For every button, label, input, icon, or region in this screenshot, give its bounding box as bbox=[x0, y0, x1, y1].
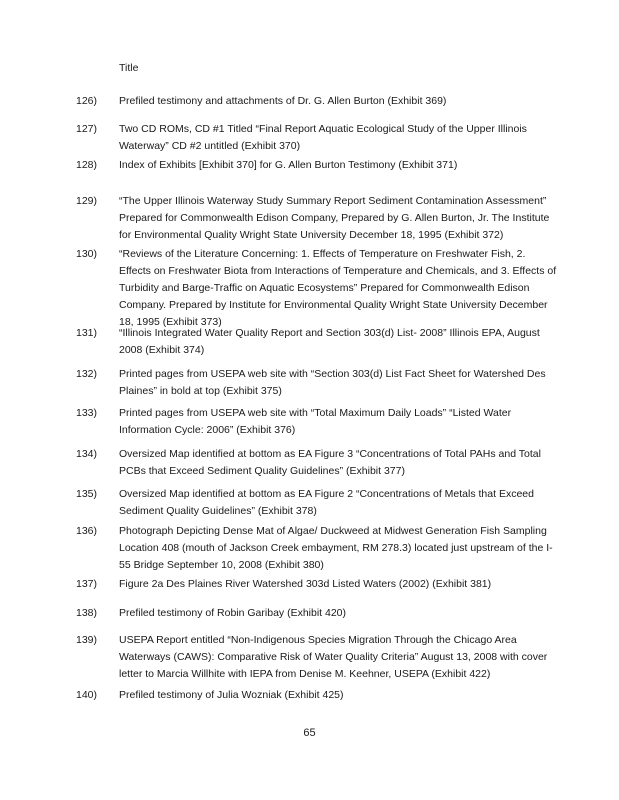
entry-text bbox=[119, 193, 549, 244]
entry-text-line: Oversized Map identified at bottom as EA Figure 2 “Concentrations of Metals that Exceed bbox=[119, 488, 534, 500]
entry-text-line: “Reviews of the Literature Concerning: 1. Effects of Temperature on Freshwater Fish, 2. bbox=[119, 248, 526, 260]
entry-text-line: Printed pages from USEPA web site with “Section 303(d) List Fact Sheet for Watershed Des bbox=[119, 368, 546, 380]
entry-text-line: Figure 2a Des Plaines River Watershed 303d Listed Waters (2002) (Exhibit 381) bbox=[119, 578, 492, 590]
entry-text-line: Index of Exhibits [Exhibit 370] for G. Allen Burton Testimony (Exhibit 371) bbox=[119, 159, 458, 171]
page-number: 65 bbox=[303, 727, 316, 739]
entry-number: 130) bbox=[76, 248, 98, 260]
entry-text bbox=[119, 523, 553, 574]
entry-text-line: Waterways (CAWS): Comparative Risk of Water Quality Criteria” August 13, 2008 with cover bbox=[119, 651, 548, 663]
entry-text bbox=[119, 246, 557, 331]
entry-number: 134) bbox=[76, 448, 98, 460]
entry-text-line: for Environmental Quality Wright State University December 18, 1995 (Exhibit 372) bbox=[119, 229, 504, 241]
entry-text-line: “Illinois Integrated Water Quality Report and Section 303(d) List- 2008” Illinois EPA, August bbox=[119, 327, 540, 339]
entry-number: 126) bbox=[76, 95, 98, 107]
column-heading-title: Title bbox=[119, 62, 139, 74]
entry-text-line: Effects on Freshwater Biota from Interactions of Temperature and Chemicals, and 3. Effects of bbox=[119, 265, 557, 277]
entry-number: 129) bbox=[76, 195, 98, 207]
entry-text-line: Sediment Quality Guidelines” (Exhibit 378) bbox=[119, 505, 317, 517]
entry-text bbox=[119, 486, 549, 520]
entry-text-line: Information Cycle: 2006” (Exhibit 376) bbox=[119, 424, 296, 436]
entry-number: 139) bbox=[76, 634, 98, 646]
entry-text bbox=[119, 605, 549, 622]
entry-text-line: Photograph Depicting Dense Mat of Algae/ Duckweed at Midwest Generation Fish Sampling bbox=[119, 525, 547, 537]
entry-text-line: Two CD ROMs, CD #1 Titled “Final Report Aquatic Ecological Study of the Upper Illinois bbox=[119, 123, 527, 135]
entry-text bbox=[119, 576, 549, 593]
entry-text-line: PCBs that Exceed Sediment Quality Guidelines” (Exhibit 377) bbox=[119, 465, 405, 477]
entry-number: 133) bbox=[76, 407, 98, 419]
entry-text-line: Waterway” CD #2 untitled (Exhibit 370) bbox=[119, 140, 301, 152]
entry-text-line: letter to Marcia Willhite with IEPA from Denise M. Keehner, USEPA (Exhibit 422) bbox=[119, 668, 491, 680]
entry-text-line: Company. Prepared by Institute for Environmental Quality Wright State University December bbox=[119, 299, 548, 311]
entry-text bbox=[119, 157, 549, 174]
entry-text-line: “The Upper Illinois Waterway Study Summary Report Sediment Contamination Assessment” bbox=[119, 195, 547, 207]
entry-text bbox=[119, 121, 549, 155]
entry-number: 138) bbox=[76, 607, 98, 619]
entry-text-line: Location 408 (mouth of Jackson Creek embayment, RM 278.3) located just upstream of the I- bbox=[119, 542, 553, 554]
entry-text bbox=[119, 325, 549, 359]
entry-text-line: Prefiled testimony of Julia Wozniak (Exhibit 425) bbox=[119, 689, 344, 701]
entry-text-line: Printed pages from USEPA web site with “Total Maximum Daily Loads” “Listed Water bbox=[119, 407, 512, 419]
entry-number: 136) bbox=[76, 525, 98, 537]
entry-text-line: Plaines” in bold at top (Exhibit 375) bbox=[119, 385, 282, 397]
entry-number: 137) bbox=[76, 578, 98, 590]
entry-text-line: 18, 1995 (Exhibit 373) bbox=[119, 316, 222, 328]
entry-number: 132) bbox=[76, 368, 98, 380]
entry-text-line: USEPA Report entitled “Non-Indigenous Species Migration Through the Chicago Area bbox=[119, 634, 517, 646]
entry-text-line: Turbidity and Barge-Traffic on Aquatic Ecosystems” Prepared for Commonwealth Edison bbox=[119, 282, 530, 294]
entry-number: 128) bbox=[76, 159, 98, 171]
entry-text-line: 55 Bridge September 10, 2008 (Exhibit 380) bbox=[119, 559, 324, 571]
entry-text-line: Prefiled testimony and attachments of Dr. G. Allen Burton (Exhibit 369) bbox=[119, 95, 447, 107]
entry-text bbox=[119, 93, 549, 110]
entry-text bbox=[119, 446, 549, 480]
entry-text-line: Prepared for Commonwealth Edison Company, Prepared by G. Allen Burton, Jr. The Institute bbox=[119, 212, 550, 224]
entry-number: 131) bbox=[76, 327, 98, 339]
entry-text bbox=[119, 687, 549, 704]
entry-text bbox=[119, 632, 549, 683]
entry-number: 135) bbox=[76, 488, 98, 500]
entry-text bbox=[119, 405, 549, 439]
entry-text-line: 2008 (Exhibit 374) bbox=[119, 344, 205, 356]
entry-text-line: Oversized Map identified at bottom as EA Figure 3 “Concentrations of Total PAHs and Total bbox=[119, 448, 541, 460]
entry-number: 127) bbox=[76, 123, 98, 135]
entry-text-line: Prefiled testimony of Robin Garibay (Exhibit 420) bbox=[119, 607, 347, 619]
entry-text bbox=[119, 366, 549, 400]
entry-number: 140) bbox=[76, 689, 98, 701]
